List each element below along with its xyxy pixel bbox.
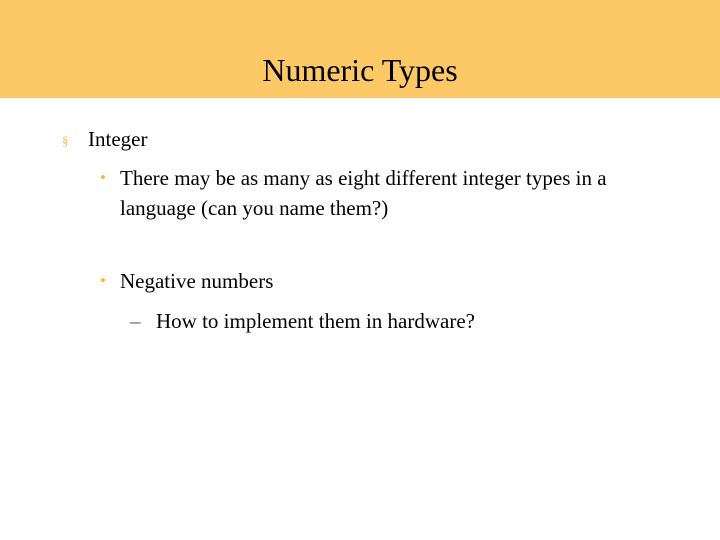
- bullet-negative-numbers: Negative numbers: [120, 269, 274, 293]
- slide-title: Numeric Types: [262, 52, 458, 88]
- bullet-integer: Integer: [88, 127, 148, 151]
- dash-bullet-icon: –: [130, 309, 141, 333]
- bullet-integer-types: There may be as many as eight different integer types in a language (can you name them?): [120, 166, 607, 220]
- bullet-hardware: How to implement them in hardware?: [156, 309, 475, 333]
- dot-bullet-icon: •: [100, 271, 106, 290]
- square-bullet-icon: §: [62, 133, 69, 148]
- dot-bullet-icon: •: [100, 168, 106, 187]
